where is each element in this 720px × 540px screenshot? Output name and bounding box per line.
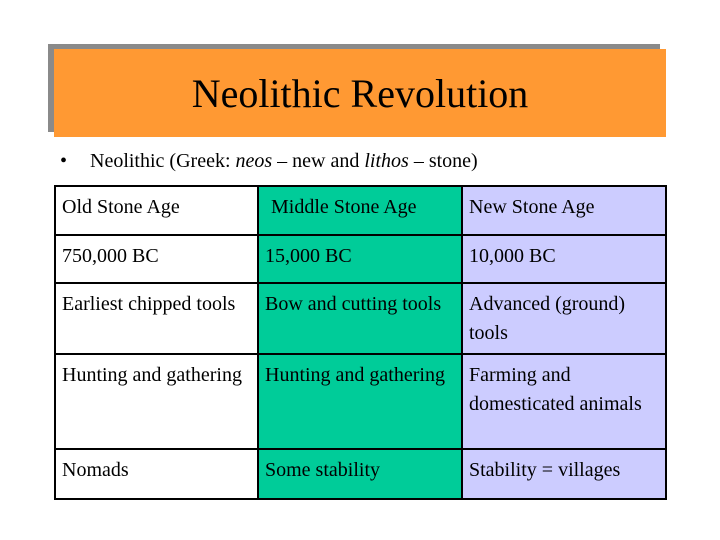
table-row bbox=[55, 449, 666, 499]
header-old-stone-age: Old Stone Age bbox=[55, 186, 258, 235]
table-cell: 15,000 BC bbox=[258, 235, 462, 283]
table-row bbox=[55, 283, 666, 354]
table-cell: Hunting and gathering bbox=[55, 354, 258, 449]
bullet-term-neos: neos bbox=[235, 150, 273, 172]
bullet-marker: • bbox=[60, 150, 68, 172]
table-cell: Bow and cutting tools bbox=[258, 283, 462, 354]
bullet-term-lithos: lithos bbox=[364, 150, 409, 172]
table-row bbox=[55, 235, 666, 283]
table-header-row bbox=[55, 186, 666, 235]
bullet-text-suffix: – stone) bbox=[408, 150, 478, 172]
table-cell: Nomads bbox=[55, 449, 258, 499]
bullet-text-middle: – new and bbox=[272, 150, 365, 172]
table-cell: Some stability bbox=[258, 449, 462, 499]
header-new-stone-age: New Stone Age bbox=[462, 186, 666, 235]
table-cell: Farming and domesticated animals bbox=[462, 354, 666, 449]
slide-title: Neolithic Revolution bbox=[191, 70, 529, 116]
stone-age-table bbox=[54, 185, 667, 500]
title-box bbox=[54, 49, 666, 137]
table-cell: Stability = villages bbox=[462, 449, 666, 499]
header-middle-stone-age: Middle Stone Age bbox=[258, 186, 462, 235]
bullet-line bbox=[60, 150, 478, 173]
table-row bbox=[55, 354, 666, 449]
table-cell: 10,000 BC bbox=[462, 235, 666, 283]
table-cell: 750,000 BC bbox=[55, 235, 258, 283]
table-cell: Earliest chipped tools bbox=[55, 283, 258, 354]
table-cell: Hunting and gathering bbox=[258, 354, 462, 449]
table-cell: Advanced (ground) tools bbox=[462, 283, 666, 354]
bullet-text-prefix: Neolithic (Greek: bbox=[90, 150, 236, 172]
